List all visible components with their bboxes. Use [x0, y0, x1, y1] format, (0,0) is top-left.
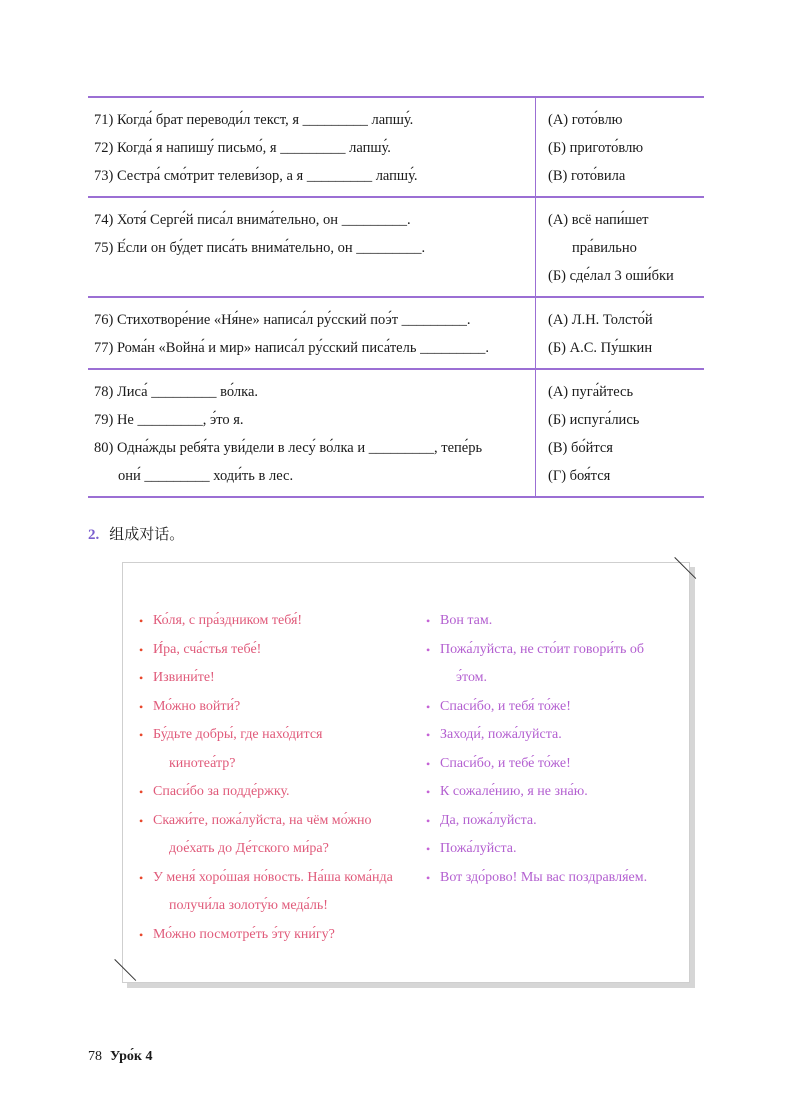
exercise-group	[88, 296, 704, 368]
phrase: • У меня́ хоро́шая но́вость. На́ша кома́нда	[139, 864, 419, 893]
bullet-icon: •	[426, 813, 431, 828]
option: (Б) сде́лал 3 оши́бки	[548, 268, 674, 284]
option: (Б) пригото́влю	[548, 140, 644, 156]
option: (Б) А.С. Пу́шкин	[548, 340, 653, 356]
phrase: • Да, пожа́луйста.	[426, 807, 686, 836]
bullet-icon: •	[426, 699, 431, 714]
phrase-continuation: получи́ла золоту́ю меда́ль!	[169, 898, 328, 913]
options-cell	[536, 370, 704, 496]
bullet-icon: •	[139, 728, 144, 742]
question-71: 71) Когда́ брат переводи́л текст, я _________ лапшу́.	[94, 112, 414, 128]
phrase: • И́ра, сча́стья тебе́!	[139, 636, 419, 665]
bullet-icon: •	[426, 785, 431, 799]
question-80-continuation: они́ _________ ходи́ть в лес.	[118, 468, 294, 484]
phrase: • Пожа́луйста, не сто́ит говори́ть об	[426, 636, 686, 665]
bullet-icon: •	[426, 756, 431, 771]
question-75: 75) Е́сли он бу́дет писа́ть внима́тельно, он _________.	[94, 240, 426, 256]
exercise-group	[88, 96, 704, 196]
option: (А) пуга́йтесь	[548, 384, 634, 400]
bullet-icon: •	[139, 785, 144, 799]
card-corner-top-right	[674, 557, 696, 579]
phrase: • Извини́те!	[139, 664, 419, 693]
exercise-group	[88, 368, 704, 498]
phrase: • Вон там.	[426, 607, 686, 636]
question-73: 73) Сестра́ смо́трит телеви́зор, а я _________ лапшу́.	[94, 168, 418, 184]
question-76: 76) Стихотворе́ние «Ня́не» написа́л ру́сский поэ́т _________.	[94, 312, 471, 328]
phrase-continuation: дое́хать до Де́тского ми́ра?	[169, 841, 329, 856]
option-continuation: пра́вильно	[572, 240, 637, 256]
option: (А) Л.Н. Толсто́й	[548, 312, 653, 328]
question-77: 77) Рома́н «Война́ и мир» написа́л ру́сский писа́тель _________.	[94, 340, 489, 356]
phrase: • К сожале́нию, я не зна́ю.	[426, 778, 686, 807]
bullet-icon: •	[426, 870, 431, 885]
bullet-icon: •	[139, 870, 144, 885]
phrase: • Ко́ля, с пра́здником тебя́!	[139, 607, 419, 636]
question-cell	[88, 198, 536, 296]
question-80: 80) Одна́жды ребя́та уви́дели в лесу́ во́лка и _________, тепе́рь	[94, 440, 483, 456]
exercise-table	[88, 96, 704, 498]
dialogue-card	[122, 562, 690, 983]
bullet-icon: •	[426, 614, 431, 628]
phrase: • Спаси́бо за подде́ржку.	[139, 778, 419, 807]
question-cell	[88, 370, 536, 496]
option: (В) бо́йтся	[548, 440, 613, 456]
options-cell	[536, 98, 704, 196]
phrase: • Пожа́луйста.	[426, 835, 686, 864]
section-heading	[88, 523, 184, 544]
section-number: 2.	[88, 527, 100, 543]
phrase: • Спаси́бо, и тебя́ то́же!	[426, 693, 686, 722]
page-number: 78	[88, 1049, 102, 1064]
bullet-icon: •	[139, 642, 144, 657]
bullet-icon: •	[139, 813, 144, 828]
option: (А) всё напи́шет	[548, 212, 649, 228]
options-cell	[536, 198, 704, 296]
phrase: • Скажи́те, пожа́луйста, на чём мо́жно	[139, 807, 419, 836]
lesson-label: Уро́к 4	[110, 1049, 153, 1064]
option: (А) гото́влю	[548, 112, 623, 128]
question-78: 78) Лиса́ _________ во́лка.	[94, 384, 259, 400]
option: (В) гото́вила	[548, 168, 626, 184]
exercise-group	[88, 196, 704, 296]
question-79: 79) Не _________, э́то я.	[94, 412, 244, 428]
bullet-icon: •	[426, 728, 431, 742]
card-corner-bottom-left	[114, 959, 136, 981]
option: (Б) испуга́лись	[548, 412, 640, 428]
question-74: 74) Хотя́ Серге́й писа́л внима́тельно, он _________.	[94, 212, 411, 228]
bullet-icon: •	[426, 842, 431, 856]
page-footer	[88, 1049, 152, 1065]
phrase: • Заходи́, пожа́луйста.	[426, 721, 686, 750]
bullet-icon: •	[139, 671, 144, 685]
bullet-icon: •	[139, 614, 144, 628]
question-cell	[88, 98, 536, 196]
question-cell	[88, 298, 536, 368]
phrase-continuation: кинотеа́тр?	[169, 755, 236, 771]
phrase: • Спаси́бо, и тебе́ то́же!	[426, 750, 686, 779]
bullet-icon: •	[426, 642, 431, 657]
option: (Г) боя́тся	[548, 468, 611, 484]
bullet-icon: •	[139, 699, 144, 714]
question-72: 72) Когда́ я напишу́ письмо́, я _________ лапшу́.	[94, 140, 391, 156]
phrase: • Мо́жно посмотре́ть э́ту кни́гу?	[139, 921, 419, 950]
phrase: • Вот здо́рово! Мы вас поздравля́ем.	[426, 864, 686, 893]
dialogue-right-column	[426, 607, 686, 892]
section-title: 组成对话。	[109, 525, 185, 543]
phrase: • Мо́жно войти́?	[139, 693, 419, 722]
dialogue-left-column	[139, 607, 419, 949]
phrase-continuation: э́том.	[456, 670, 488, 685]
bullet-icon: •	[139, 927, 144, 942]
options-cell	[536, 298, 704, 368]
phrase: • Бу́дьте добры́, где нахо́дится	[139, 721, 419, 750]
